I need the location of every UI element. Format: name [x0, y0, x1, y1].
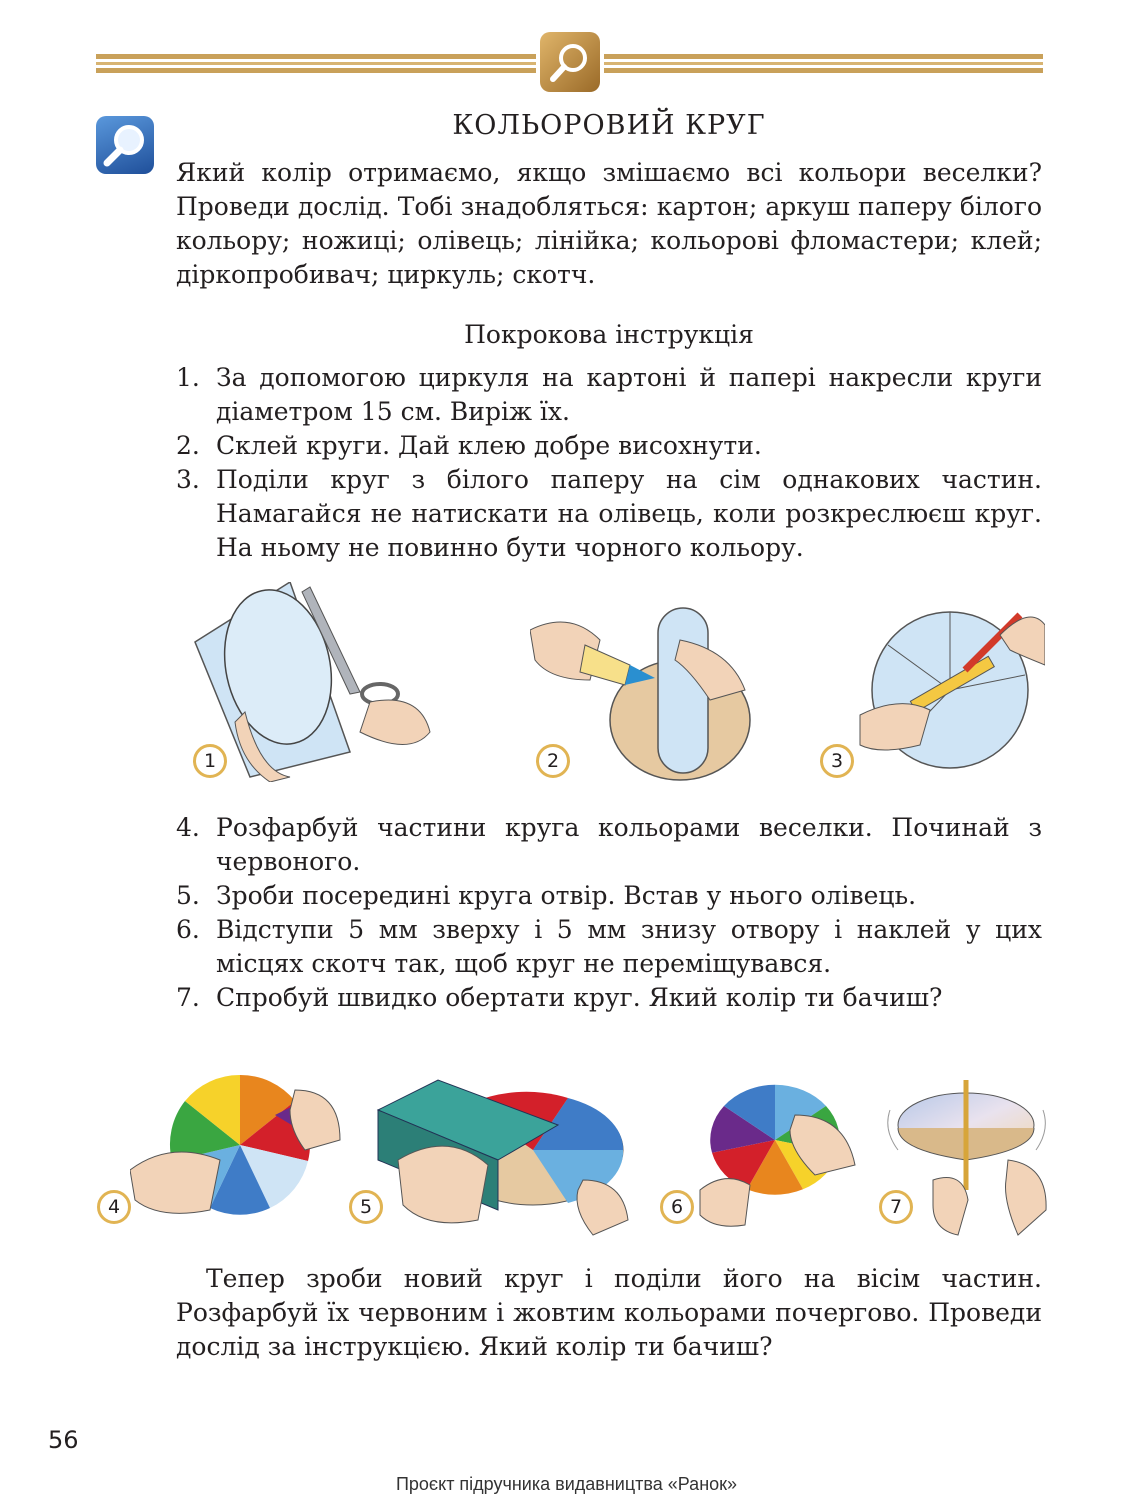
step-number: 3.	[176, 465, 200, 494]
search-icon	[96, 116, 154, 174]
steps-list-part2	[176, 811, 1042, 1015]
page-title: КОЛЬОРОВИЙ КРУГ	[452, 110, 766, 141]
illustration-number-badge: 2	[536, 744, 570, 778]
illustration-dividing-circle	[850, 595, 1045, 780]
step-item	[176, 429, 1042, 463]
illustration-cutting-circle	[190, 582, 440, 782]
illustration-number-badge: 1	[193, 744, 227, 778]
illustration-number-badge: 7	[879, 1190, 913, 1224]
steps-list-part1	[176, 361, 1042, 565]
illustration-number-badge: 5	[349, 1190, 383, 1224]
closing-paragraph: Тепер зроби новий круг і поділи його на вісім частин. Розфарбуй їх червоним і жовтим кольорами почергово. Проведи дослід за інструкцією. Який колір ти бачиш?	[176, 1264, 1042, 1361]
step-number: 1.	[176, 363, 200, 392]
step-number: 6.	[176, 915, 200, 944]
step-text: Відступи 5 мм зверху і 5 мм знизу отвору і наклей у цих місцях скотч так, щоб круг не переміщувався.	[216, 915, 1042, 978]
page-number: 56	[48, 1426, 79, 1454]
step-text: Спробуй швидко обертати круг. Який колір ти бачиш?	[216, 983, 943, 1012]
step-number: 2.	[176, 431, 200, 460]
illustration-number-badge: 4	[97, 1190, 131, 1224]
instructions-title: Покрокова інструкція	[464, 320, 754, 349]
step-item	[176, 913, 1042, 981]
step-text: Склей круги. Дай клею добре висохнути.	[216, 431, 762, 460]
step-text: За допомогою циркуля на картоні й папері накресли круги діаметром 15 см. Виріж їх.	[216, 363, 1042, 426]
step-item	[176, 463, 1042, 565]
step-item	[176, 361, 1042, 429]
step-number: 5.	[176, 881, 200, 910]
illustration-taping-circle	[695, 1075, 860, 1235]
step-number: 7.	[176, 983, 200, 1012]
step-text: Зроби посередині круга отвір. Встав у нього олівець.	[216, 881, 917, 910]
footer-note: Проєкт підручника видавництва «Ранок»	[395, 1474, 738, 1494]
illustration-coloring-circle	[130, 1070, 345, 1230]
step-item	[176, 879, 1042, 913]
illustration-number-badge: 6	[660, 1190, 694, 1224]
illustration-number-badge: 3	[820, 744, 854, 778]
step-number: 4.	[176, 813, 200, 842]
illustration-punching-hole	[368, 1070, 633, 1240]
step-text: Розфарбуй частини круга кольорами веселки. Починай з червоного.	[216, 813, 1042, 876]
magnifier-badge-icon	[540, 32, 600, 92]
step-item	[176, 811, 1042, 879]
intro-paragraph: Який колір отримаємо, якщо змішаємо всі кольори веселки? Проведи дослід. Тобі знадобляться: картон; аркуш паперу білого кольору; ножиці; олівець; лінійка; кольорові фломастери; клей; діркопробивач; циркуль; скотч.	[176, 158, 1042, 289]
step-item	[176, 981, 1042, 1015]
step-text: Поділи круг з білого паперу на сім однакових частин. Намагайся не натискати на олівець, коли розкреслюєш круг. На ньому не повинно бути чорного кольору.	[216, 465, 1042, 562]
